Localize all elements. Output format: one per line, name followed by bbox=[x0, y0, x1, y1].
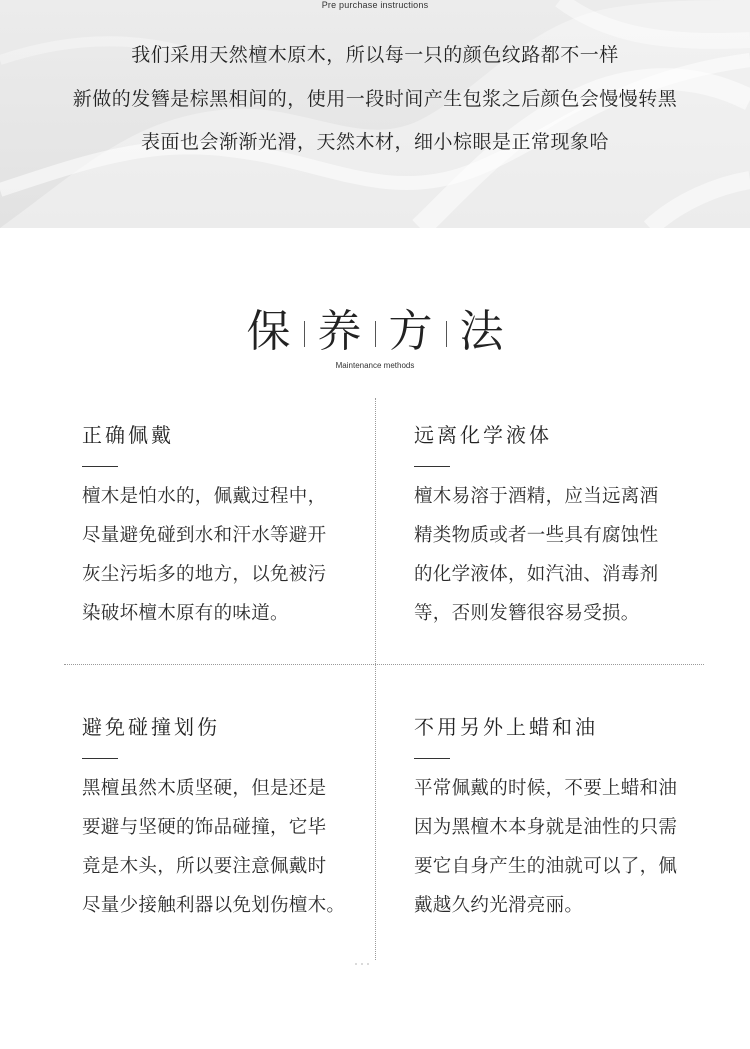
tip-line: 要避与坚硬的饰品碰撞，它毕 bbox=[82, 817, 327, 838]
tip-line: 檀木易溶于酒精，应当远离酒 bbox=[414, 486, 659, 507]
section-title-char: 养 bbox=[317, 306, 362, 357]
intro-line-1: 我们采用天然檀木原木，所以每一只的颜色纹路都不一样 bbox=[131, 44, 619, 66]
intro-line-3: 表面也会渐渐光滑，天然木材，细小棕眼是正常现象哈 bbox=[140, 131, 609, 153]
title-separator bbox=[304, 321, 305, 347]
tip-line: 尽量避免碰到水和汗水等避开 bbox=[82, 525, 327, 546]
tip-line: 要它自身产生的油就可以了，佩 bbox=[414, 856, 678, 877]
tip-line: 因为黑檀木本身就是油性的只需 bbox=[414, 817, 678, 838]
title-underline bbox=[414, 466, 450, 467]
tip-line: 的化学液体，如汽油、消毒剂 bbox=[414, 564, 659, 585]
intro-banner bbox=[0, 0, 750, 228]
tip-line: 黑檀虽然木质坚硬，但是还是 bbox=[82, 778, 327, 799]
section-title-char: 保 bbox=[246, 306, 291, 357]
section-subtitle: Maintenance methods bbox=[335, 361, 415, 370]
tip-body bbox=[414, 477, 714, 633]
tip-body bbox=[414, 769, 714, 925]
intro-line-2: 新做的发簪是棕黑相间的，使用一段时间产生包浆之后颜色会慢慢转黑 bbox=[72, 88, 678, 110]
wave-pattern-background bbox=[0, 0, 750, 228]
tip-line: 竟是木头，所以要注意佩戴时 bbox=[82, 856, 327, 877]
tip-body bbox=[82, 477, 382, 633]
title-underline bbox=[82, 466, 118, 467]
tip-title: 不用另外上蜡和油 bbox=[414, 715, 598, 739]
intro-eyebrow: Pre purchase instructions bbox=[321, 0, 429, 10]
tip-line: 戴越久约光滑亮丽。 bbox=[414, 895, 584, 916]
section-title-char: 方 bbox=[388, 306, 433, 357]
section-title-char: 法 bbox=[459, 306, 504, 357]
tip-title: 避免碰撞划伤 bbox=[82, 715, 220, 739]
tip-line: 染破坏檀木原有的味道。 bbox=[82, 603, 289, 624]
section-title bbox=[0, 302, 750, 362]
tip-block-no-wax-oil bbox=[414, 713, 714, 925]
tip-line: 尽量少接触利器以免划伤檀木。 bbox=[82, 895, 346, 916]
title-separator bbox=[375, 321, 376, 347]
decorative-dots bbox=[352, 960, 376, 968]
tip-block-avoid-scratches bbox=[82, 713, 382, 925]
tip-title: 正确佩戴 bbox=[82, 423, 174, 447]
tip-line: 精类物质或者一些具有腐蚀性 bbox=[414, 525, 659, 546]
title-underline bbox=[82, 758, 118, 759]
tip-block-avoid-chemicals bbox=[414, 421, 714, 633]
tip-line: 檀木是怕水的，佩戴过程中， bbox=[82, 486, 327, 507]
horizontal-divider bbox=[64, 664, 704, 665]
tip-block-wear-correctly bbox=[82, 421, 382, 633]
tip-body bbox=[82, 769, 382, 925]
title-separator bbox=[446, 321, 447, 347]
tip-line: 等，否则发簪很容易受损。 bbox=[414, 603, 640, 624]
tip-line: 灰尘污垢多的地方，以免被污 bbox=[82, 564, 327, 585]
tip-line: 平常佩戴的时候，不要上蜡和油 bbox=[414, 778, 678, 799]
tip-title: 远离化学液体 bbox=[414, 423, 552, 447]
title-underline bbox=[414, 758, 450, 759]
